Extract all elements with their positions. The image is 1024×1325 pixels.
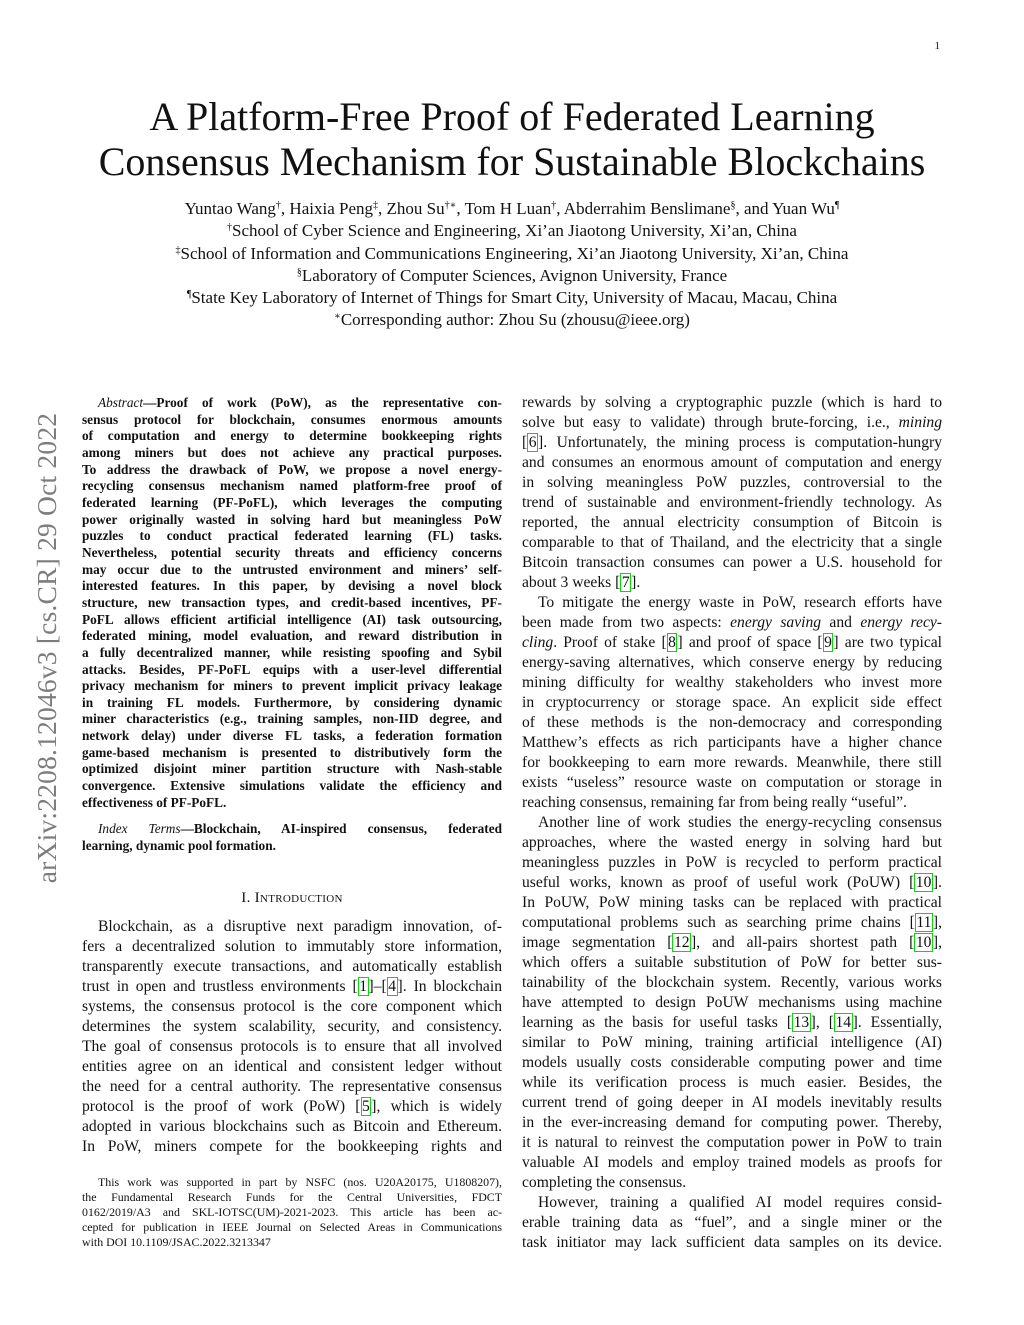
- title-line: A Platform-Free Proof of Federated Learning: [149, 94, 875, 139]
- introduction-left-column: [82, 917, 502, 1157]
- affiliation-mark: †: [275, 200, 281, 211]
- author-block: [0, 198, 1024, 332]
- text-line: task initiator may lack sufficient data samples on its device.: [522, 1234, 942, 1251]
- text-line: attacks. Besides, PF-PoFL equips with a user-level differential: [82, 661, 502, 677]
- text-line: determines the system scalability, security, and consistency.: [82, 1018, 502, 1035]
- section-heading-introduction: I. Introduction: [241, 890, 343, 906]
- affiliation-text: School of Information and Communications Engineering, Xi’an Jiaotong University, Xi’an, China: [180, 243, 849, 263]
- citation-link[interactable]: 1: [359, 978, 368, 995]
- affiliation-mark: †∗: [444, 200, 457, 211]
- text-line: fers a decentralized solution to immutably store information,: [82, 938, 502, 955]
- citation-link[interactable]: 9: [824, 634, 832, 651]
- affiliation: [0, 309, 1024, 331]
- text-line: been made from two aspects: energy saving and energy recy-: [522, 614, 942, 631]
- text-line: solve but easy to validate) through brute-forcing, i.e., mining: [522, 414, 942, 431]
- text-line: valuable AI models and employ trained models as proofs for: [522, 1154, 942, 1171]
- citation-link[interactable]: 10: [915, 874, 932, 891]
- text-line: To mitigate the energy waste in PoW, research efforts have: [538, 594, 942, 611]
- text-line: convergence. Extensive simulations validate the efficiency and: [82, 778, 502, 794]
- text-line: network delay) under diverse FL tasks, a federation formation: [82, 728, 502, 744]
- italic-text: mining: [898, 414, 942, 431]
- citation-link[interactable]: 8: [668, 634, 676, 651]
- affiliation-mark: ∗: [334, 311, 341, 323]
- text-line: of computation and energy to determine bookkeeping rights: [82, 428, 502, 444]
- text-line: comparable to that of Thailand, and the electricity that a single: [522, 534, 942, 551]
- text-line: tainability of the blockchain system. Recently, various works: [522, 974, 942, 991]
- paragraph: [82, 821, 502, 854]
- text-line: have attempted to design PoUW mechanisms using machine: [522, 994, 942, 1011]
- text-line: learning, dynamic pool formation.: [82, 837, 276, 853]
- text-line: exists “useless” resource waste on computation or storage in: [522, 774, 942, 791]
- index-terms: [82, 821, 502, 854]
- author-list: Yuntao Wang†, Haixia Peng‡, Zhou Su†∗, Tom H Luan†, Abderrahim Benslimane§, and Yuan Wu¶: [184, 199, 840, 218]
- text-line: for bookkeeping to earn more rewards. Meanwhile, there still: [522, 754, 942, 771]
- text-line: Another line of work studies the energy-recycling consensus: [538, 814, 942, 831]
- text-line: 0162/2019/A3 and SKL-IOTSC(UM)-2021-2023. This article has been ac-: [82, 1205, 502, 1219]
- text-line: meaningless puzzles in PoW is recycled to perform practical: [522, 854, 942, 871]
- text-line: cling. Proof of stake [8] and proof of space [9] are two typical: [522, 634, 942, 651]
- text-line: learning as the basis for useful tasks [13], [14]. Essentially,: [522, 1014, 942, 1031]
- citation-link[interactable]: 12: [673, 934, 690, 951]
- text-line: mining difficulty for wealthy stakeholders who invest more: [522, 674, 942, 691]
- italic-text: energy recy-: [860, 614, 942, 631]
- text-line: federated learning (PF-PoFL), which leverages the computing: [82, 494, 502, 510]
- text-line: in the ever-increasing demand for computing power. Thereby,: [522, 1114, 942, 1131]
- italic-text: Index Terms: [98, 821, 181, 836]
- arxiv-identifier-stamp[interactable]: arXiv:2208.12046v3 [cs.CR] 29 Oct 2022: [31, 412, 62, 884]
- text-line: Bitcoin transaction consumes can power a U.S. household for: [522, 554, 942, 571]
- text-line: it is natural to reinvest the computation power in PoW to train: [522, 1134, 942, 1151]
- citation-link[interactable]: 6: [528, 434, 537, 451]
- text-line: miner characteristics (e.g., training samples, non-IID degree, and: [82, 711, 502, 727]
- text-line: which offers a suitable substitution of PoW for better sus-: [522, 954, 942, 971]
- affiliation-text: School of Cyber Science and Engineering, Xi’an Jiaotong University, Xi’an, China: [232, 221, 797, 241]
- text-line: protocol is the proof of work (PoW) [5], which is widely: [82, 1098, 502, 1115]
- citation-link[interactable]: 7: [621, 574, 630, 591]
- text-line: current trend of going deeper in AI models inevitably results: [522, 1094, 942, 1111]
- text-line: while its verification process is much easier. Besides, the: [522, 1074, 942, 1091]
- text-line: computational problems such as searching prime chains [11],: [522, 914, 942, 931]
- paragraph: [522, 393, 942, 593]
- affiliation-mark: ¶: [834, 200, 840, 211]
- text-line: of these methods is the non-democracy and corresponding: [522, 714, 942, 731]
- text-line: However, training a qualified AI model requires consid-: [538, 1194, 942, 1211]
- text-line: adopted in various blockchains such as Bitcoin and Ethereum.: [82, 1118, 502, 1135]
- paragraph: [522, 593, 942, 813]
- text-line: The goal of consensus protocols is to ensure that all involved: [82, 1038, 502, 1055]
- text-line: Abstract—Proof of work (PoW), as the representative con-: [98, 395, 502, 410]
- text-line: trust in open and trustless environments [1]–[4]. In blockchain: [82, 978, 502, 995]
- affiliation-mark: ‡: [175, 244, 181, 256]
- text-line: rewards by solving a cryptographic puzzle (which is hard to: [522, 394, 942, 411]
- text-line: entities agree on an identical and consistent ledger without: [82, 1058, 502, 1075]
- text-line: among miners but does not achieve any practical purposes.: [82, 444, 502, 460]
- text-line: federated mining, model evaluation, and reward distribution in: [82, 628, 502, 644]
- text-line: sensus protocol for blockchain, consumes enormous amounts: [82, 411, 502, 427]
- text-line: transparently execute transactions, and automatically establish: [82, 958, 502, 975]
- title-line: Consensus Mechanism for Sustainable Blockchains: [98, 139, 926, 184]
- text-line: in training FL models. Furthermore, by considering dynamic: [82, 694, 502, 710]
- text-line: similar to PoW mining, training artificial intelligence (AI): [522, 1034, 942, 1051]
- citation-link[interactable]: 5: [362, 1098, 370, 1115]
- text-line: [6]. Unfortunately, the mining process is computation-hungry: [522, 434, 942, 451]
- text-line: Blockchain, as a disruptive next paradigm innovation, of-: [98, 918, 502, 935]
- affiliation-mark: §: [296, 266, 302, 278]
- text-line: image segmentation [12], and all-pairs shortest path [10],: [522, 934, 943, 951]
- text-line: Nevertheless, potential security threats and efficiency concerns: [82, 544, 502, 560]
- introduction-right-column: [522, 393, 942, 1253]
- affiliation-mark: ‡: [373, 200, 378, 211]
- text-line: privacy mechanism for miners to prevent implicit privacy leakage: [82, 678, 502, 694]
- text-line: reaching consensus, remaining far from being really “useful”.: [522, 794, 907, 811]
- text-line: trend of sustainable and environment-friendly technology. As: [522, 494, 942, 511]
- text-line: effectiveness of PF-PoFL.: [82, 794, 227, 810]
- paragraph: [522, 813, 942, 1193]
- text-line: a fully decentralized manner, while resisting spoofing and Sybil: [82, 644, 502, 660]
- affiliation: [0, 243, 1024, 265]
- italic-text: energy saving: [730, 614, 822, 631]
- affiliation-mark: †: [227, 222, 233, 234]
- affiliation-list: [0, 220, 1024, 331]
- affiliation: [0, 265, 1024, 287]
- paragraph: [82, 395, 502, 811]
- text-line: and consumes an enormous amount of computation and energy: [522, 454, 942, 471]
- author-name: Abderrahim Benslimane: [563, 199, 731, 218]
- text-line: This work was supported in part by NSFC (nos. U20A20175, U1808207),: [98, 1175, 502, 1189]
- affiliation-text: Corresponding author: Zhou Su (zhousu@ieee.org): [340, 310, 690, 330]
- italic-text: cling: [522, 634, 554, 651]
- abstract: [82, 395, 502, 811]
- text-line: the need for a central authority. The representative consensus: [82, 1078, 502, 1095]
- paragraph: [82, 1175, 502, 1250]
- author-name: Haixia Peng: [289, 199, 373, 218]
- author-name: Tom H Luan: [464, 199, 552, 218]
- text-line: To address the drawback of PoW, we propose a novel energy-: [82, 461, 502, 477]
- page-number: 1: [934, 40, 940, 52]
- text-line: reported, the annual electricity consumption of Bitcoin is: [522, 514, 942, 531]
- text-line: models usually costs considerable computing power and time: [522, 1054, 942, 1071]
- text-line: structure, new transaction types, and credit-based incentives, PF-: [82, 594, 502, 610]
- text-line: puzzles to conduct practical federated learning (FL) tasks.: [82, 528, 502, 544]
- citation-link[interactable]: 4: [388, 978, 397, 995]
- text-line: interested features. In this paper, by devising a novel block: [82, 578, 502, 594]
- text-line: useful works, known as proof of useful work (PoUW) [10].: [522, 874, 942, 891]
- text-line: with DOI 10.1109/JSAC.2022.3213347: [82, 1235, 271, 1249]
- text-line: systems, the consensus protocol is the core component which: [82, 998, 502, 1015]
- citation-link[interactable]: 11: [916, 914, 932, 931]
- text-line: Matthew’s effects as rich participants have a higher chance: [522, 734, 942, 751]
- affiliation: [0, 220, 1024, 242]
- text-line: PoFL allows efficient artificial intelligence (AI) task outsourcing,: [82, 611, 502, 627]
- text-line: completing the consensus.: [522, 1174, 687, 1191]
- text-line: approaches, where the wasted energy in solving hard but: [522, 834, 942, 851]
- text-line: the Fundamental Research Funds for the Central Universities, FDCT: [82, 1190, 502, 1204]
- affiliation-text: Laboratory of Computer Sciences, Avignon University, France: [301, 265, 728, 285]
- text-line: game-based mechanism is presented to distributively form the: [82, 744, 502, 760]
- text-line: erable training data as “fuel”, and a single miner or the: [522, 1214, 942, 1231]
- affiliation: [0, 287, 1024, 309]
- italic-text: Abstract: [98, 395, 144, 410]
- citation-link[interactable]: 13: [793, 1014, 810, 1031]
- author-name: Yuan Wu: [772, 199, 835, 218]
- text-line: in solving meaningless PoW puzzles, controversial to the: [522, 474, 942, 491]
- text-line: may occur due to the untrusted environment and miners’ self-: [82, 561, 502, 577]
- paragraph: [82, 917, 502, 1157]
- text-line: about 3 weeks [7].: [522, 574, 641, 591]
- paragraph: [522, 1193, 942, 1253]
- citation-link[interactable]: 14: [835, 1014, 852, 1031]
- text-line: cepted for publication in IEEE Journal on Selected Areas in Communications: [82, 1220, 502, 1234]
- affiliation-mark: §: [730, 200, 736, 211]
- author-name: Yuntao Wang: [184, 199, 276, 218]
- affiliation-text: State Key Laboratory of Internet of Things for Smart City, University of Macau, Macau, China: [191, 288, 838, 308]
- text-line: In PoUW, PoW mining tasks can be replaced with practical: [522, 894, 942, 911]
- author-name: Zhou Su: [386, 199, 445, 218]
- citation-link[interactable]: 10: [915, 934, 932, 951]
- text-line: In PoW, miners compete for the bookkeeping rights and: [82, 1138, 502, 1155]
- affiliation-mark: †: [551, 200, 557, 211]
- paper-title: [0, 94, 1024, 184]
- text-line: energy-saving alternatives, which conserve energy by reducing: [522, 654, 942, 671]
- affiliation-mark: ¶: [186, 289, 192, 301]
- text-line: optimized disjoint miner partition structure with Nash-stable: [82, 761, 502, 777]
- text-line: power originally wasted in solving hard but meaningless PoW: [82, 511, 502, 527]
- text-line: in cryptocurrency or storage space. An explicit side effect: [522, 694, 942, 711]
- funding-footnote: [82, 1175, 502, 1250]
- text-line: recycling consensus mechanism named platform-free proof of: [82, 478, 502, 494]
- text-line: Index Terms—Blockchain, AI-inspired consensus, federated: [98, 821, 502, 836]
